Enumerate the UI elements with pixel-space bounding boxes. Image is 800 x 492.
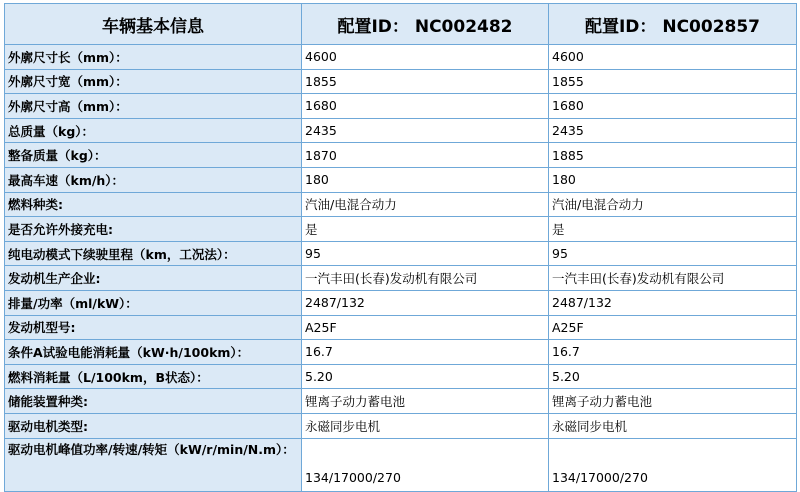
header-basic-info: 车辆基本信息 xyxy=(5,4,302,45)
table-row xyxy=(5,340,797,365)
row-label: 纯电动模式下续驶里程（km，工况法）： xyxy=(5,241,302,266)
row-value-config-2: 锂离子动力蓄电池 xyxy=(549,389,797,414)
row-value-config-1: 180 xyxy=(302,167,549,192)
table-row xyxy=(5,315,797,340)
row-value-config-1: 2435 xyxy=(302,118,549,143)
table-row xyxy=(5,118,797,143)
header-config-2: 配置ID： NC002857 xyxy=(549,4,797,45)
row-value-config-2: A25F xyxy=(549,315,797,340)
row-label: 驱动电机类型: xyxy=(5,413,302,438)
vehicle-spec-table xyxy=(4,3,797,492)
row-value-config-1: 1855 xyxy=(302,69,549,94)
row-label: 发动机生产企业: xyxy=(5,266,302,291)
row-value-config-2: 是 xyxy=(549,217,797,242)
row-label: 储能装置种类: xyxy=(5,389,302,414)
row-value-config-1: 16.7 xyxy=(302,340,549,365)
row-label: 整备质量（kg）： xyxy=(5,143,302,168)
row-value-config-2: 1855 xyxy=(549,69,797,94)
row-label: 外廓尺寸宽（mm）： xyxy=(5,69,302,94)
row-label: 燃料种类: xyxy=(5,192,302,217)
row-value-config-1: 5.20 xyxy=(302,364,549,389)
row-value-config-1: 2487/132 xyxy=(302,290,549,315)
table-row xyxy=(5,241,797,266)
row-value-config-2: 4600 xyxy=(549,45,797,70)
table-row xyxy=(5,389,797,414)
row-value-config-2: 5.20 xyxy=(549,364,797,389)
table-row xyxy=(5,94,797,119)
table-row xyxy=(5,413,797,438)
row-value-config-2: 180 xyxy=(549,167,797,192)
row-value-config-2: 永磁同步电机 xyxy=(549,413,797,438)
row-value-config-1: 永磁同步电机 xyxy=(302,413,549,438)
row-label: 发动机型号: xyxy=(5,315,302,340)
row-value-config-1: 4600 xyxy=(302,45,549,70)
table-row xyxy=(5,192,797,217)
row-value-config-2: 一汽丰田(长春)发动机有限公司 xyxy=(549,266,797,291)
row-value-config-2: 1885 xyxy=(549,143,797,168)
row-label: 条件A试验电能消耗量（kW·h/100km）： xyxy=(5,340,302,365)
row-value-config-2: 2435 xyxy=(549,118,797,143)
row-label: 外廓尺寸长（mm）： xyxy=(5,45,302,70)
row-value-config-1: 1680 xyxy=(302,94,549,119)
row-value-config-2: 2487/132 xyxy=(549,290,797,315)
table-row xyxy=(5,45,797,70)
table-row xyxy=(5,143,797,168)
row-value-config-1: A25F xyxy=(302,315,549,340)
table-row xyxy=(5,167,797,192)
row-label: 燃料消耗量（L/100km，B状态）： xyxy=(5,364,302,389)
row-value-config-1: 汽油/电混合动力 xyxy=(302,192,549,217)
row-value-config-2: 134/17000/270 xyxy=(549,438,797,491)
row-value-config-2: 汽油/电混合动力 xyxy=(549,192,797,217)
row-label: 是否允许外接充电: xyxy=(5,217,302,242)
table-row xyxy=(5,217,797,242)
row-value-config-1: 是 xyxy=(302,217,549,242)
row-label: 外廓尺寸高（mm）： xyxy=(5,94,302,119)
row-label: 最高车速（km/h）： xyxy=(5,167,302,192)
row-value-config-1: 95 xyxy=(302,241,549,266)
row-value-config-1: 一汽丰田(长春)发动机有限公司 xyxy=(302,266,549,291)
row-label: 驱动电机峰值功率/转速/转矩（kW/r/min/N.m）： xyxy=(5,438,302,491)
table-row xyxy=(5,438,797,491)
header-config-1: 配置ID： NC002482 xyxy=(302,4,549,45)
table-row xyxy=(5,364,797,389)
row-value-config-2: 16.7 xyxy=(549,340,797,365)
row-label: 排量/功率（ml/kW）： xyxy=(5,290,302,315)
row-value-config-1: 1870 xyxy=(302,143,549,168)
row-value-config-1: 锂离子动力蓄电池 xyxy=(302,389,549,414)
row-label: 总质量（kg）： xyxy=(5,118,302,143)
table-row xyxy=(5,69,797,94)
table-row xyxy=(5,266,797,291)
row-value-config-1: 134/17000/270 xyxy=(302,438,549,491)
table-header-row xyxy=(5,4,797,45)
row-value-config-2: 1680 xyxy=(549,94,797,119)
row-value-config-2: 95 xyxy=(549,241,797,266)
table-row xyxy=(5,290,797,315)
